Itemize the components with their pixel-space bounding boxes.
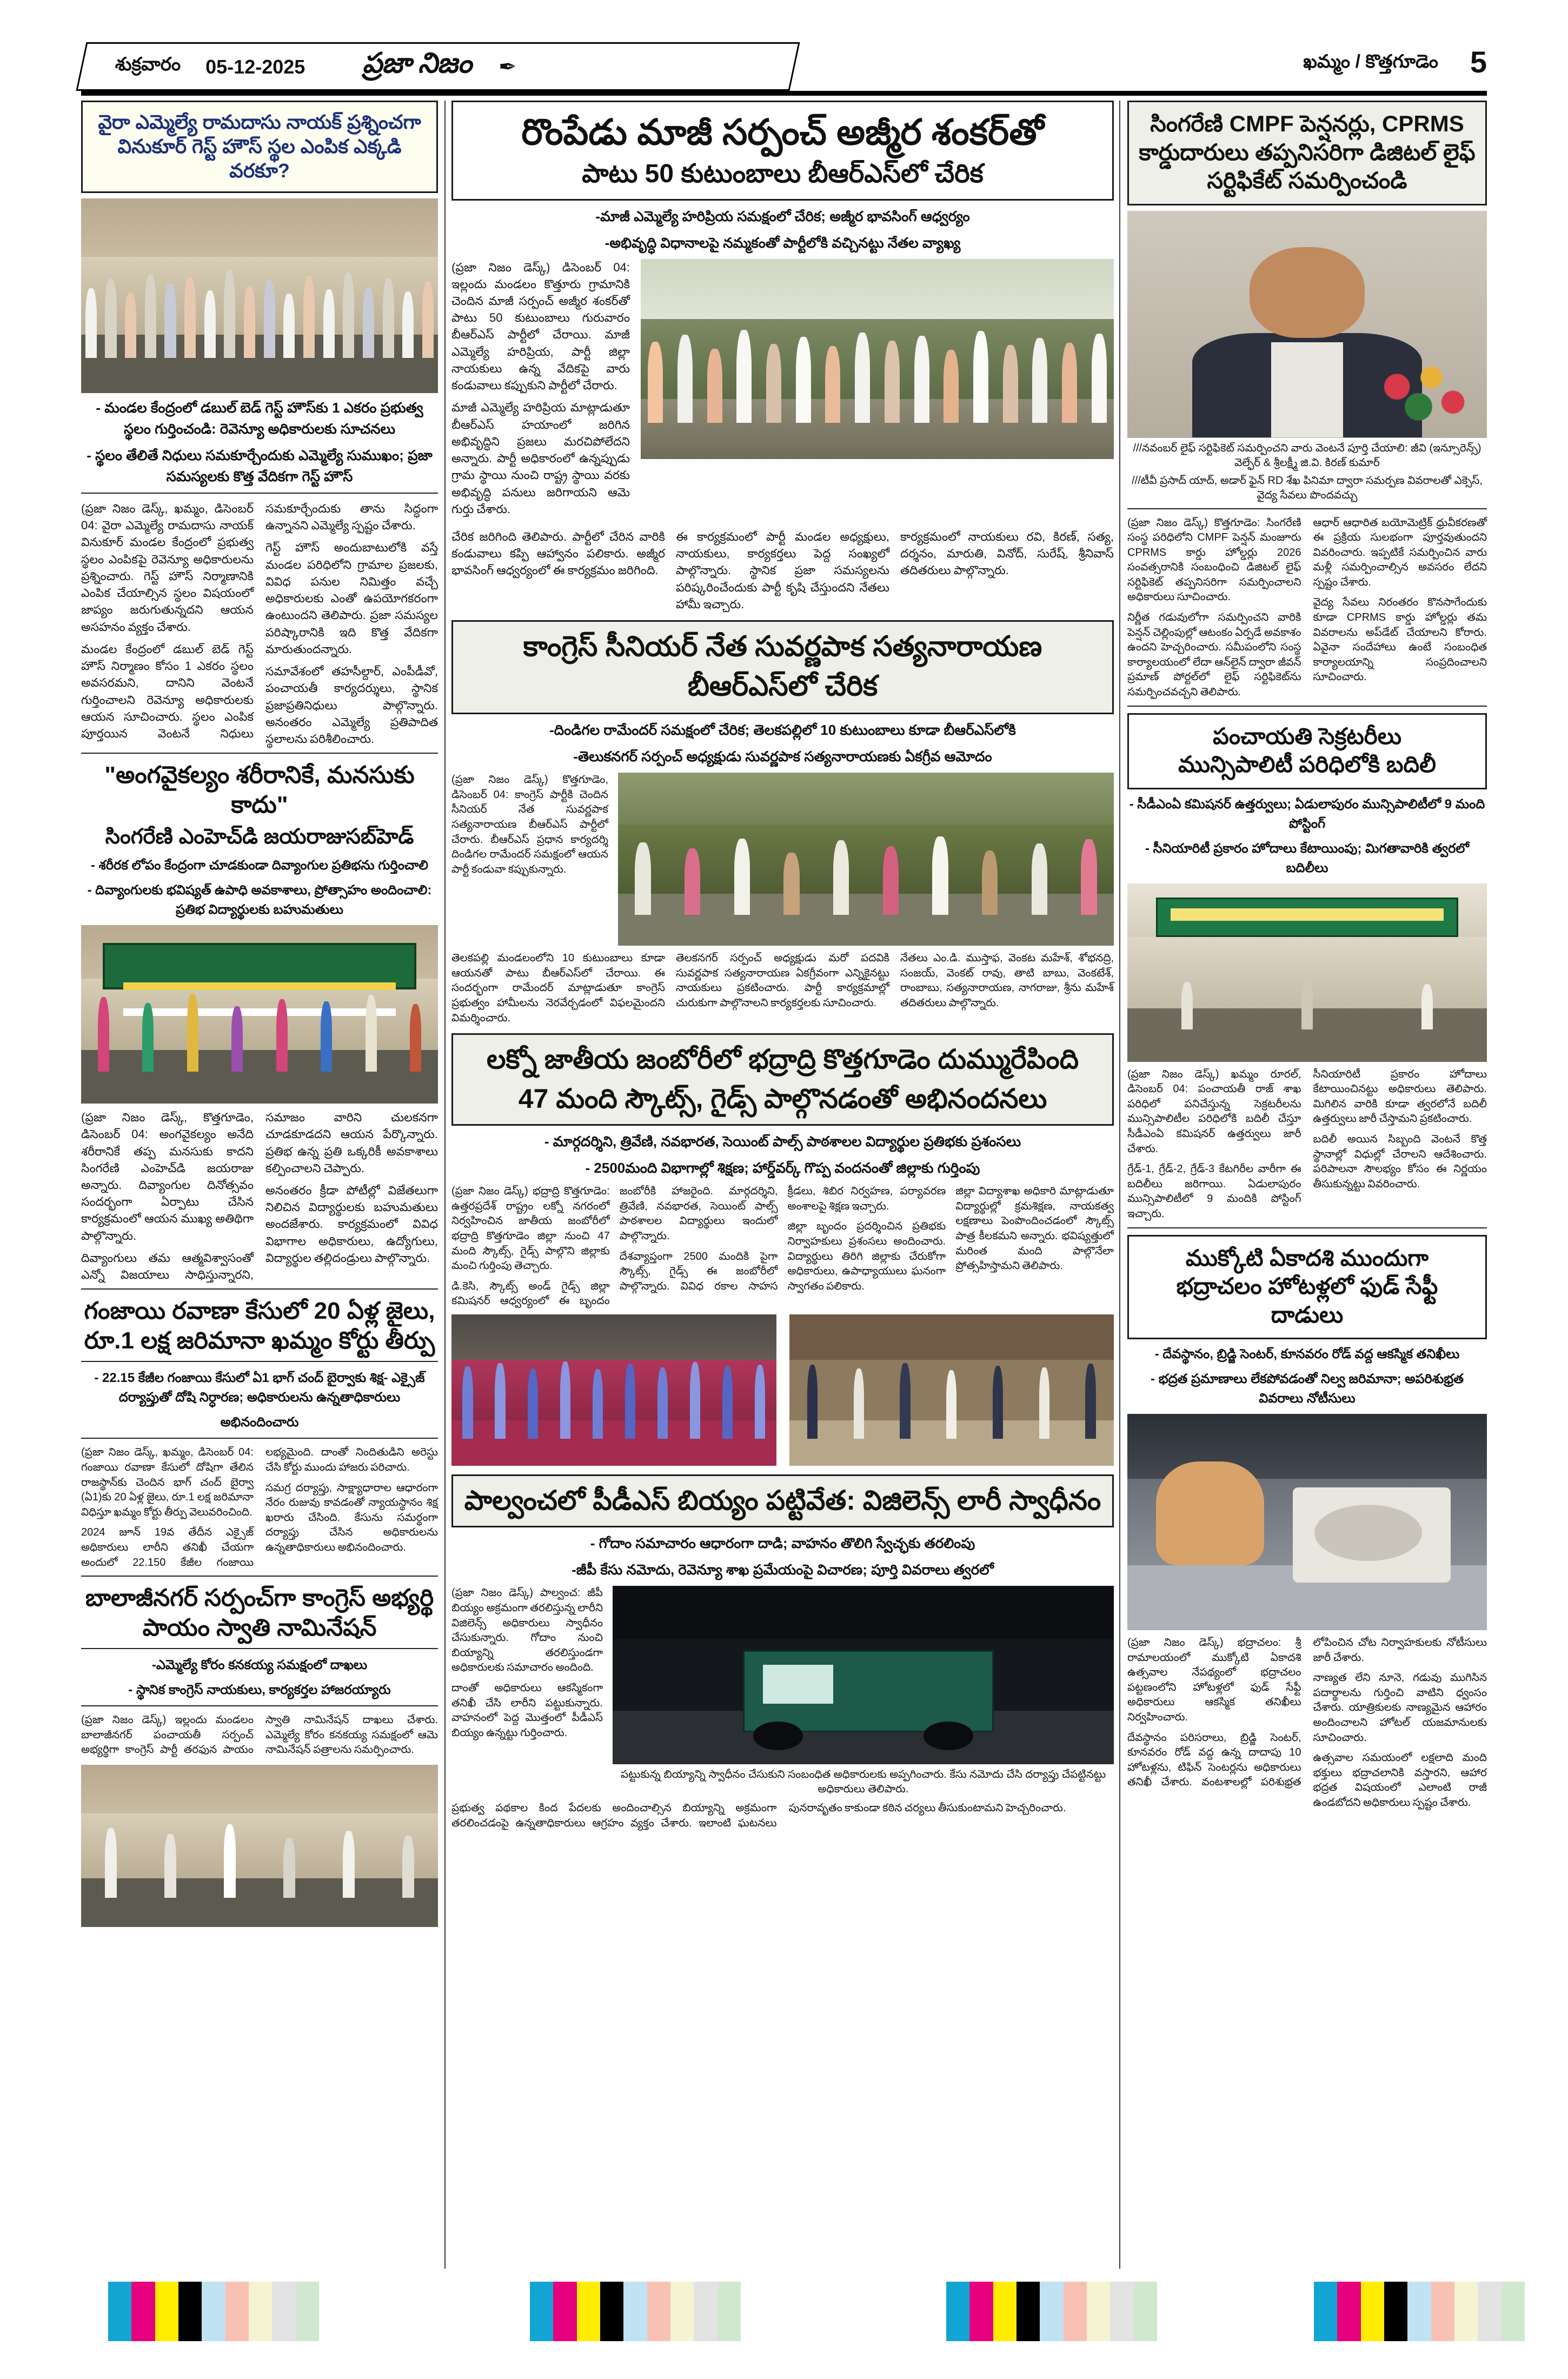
right-story3-headline-line2: భద్రాచలం హోటళ్లలో ఫుడ్ సేఫ్టీ <box>1176 1273 1438 1299</box>
right-story1-caption-line2: ///టీవీ ప్రసాద్ యాద్, అడార్ ఫైన్ RD శేఖ పినిమా ద్వారా సమర్పణ వివరాలతో ఎక్సెస్, వైద్య సేవలు పొందవచ్చు <box>1132 474 1483 501</box>
masthead-weekday: శుక్రవారం <box>115 54 181 75</box>
mid-story3-deck2: - 2500మంది విభాగాల్లో శిక్షణ; హార్డ్‌వర్క్ గొప్ప వందనంతో జిల్లాకు గుర్తింపు <box>585 1160 980 1177</box>
flowers-icon <box>1365 356 1473 433</box>
paragraph: 2024 జూన్ 19వ తేదీన ఎక్సైజ్ అధికారులు లారీని తనిఖీ చేయగా అందులో 22.150 కేజీల గంజాయి లభ్యమైంది. దాంతో నిందితుడిని అరెస్టు చేసి కోర్టు ముందు హాజరు పరిచారు. <box>81 1446 438 1569</box>
paragraph: మాజీ ఎమ్మెల్యే హరిప్రియ మాట్లాడుతూ బీఆర్ఎస్ హయాంలో జరిగిన అభివృద్ధిని ప్రజలు మరచిపోలేదని అన్నారు. పార్టీ అధికారంలో ఉన్నప్పుడు గ్రామ స్థాయి నుంచి రాష్ట్ర స్థాయి వరకు అభివృద్ధి పనులు జరిగాయని ఆమె గుర్తు చేశారు. <box>451 401 630 516</box>
left-story3-body <box>81 1445 438 1570</box>
mid-story3-photo-left <box>451 1314 776 1466</box>
mid-story4-photo <box>613 1586 1114 1764</box>
paragraph: సీనియారిటీ ప్రకారం హోదాలు కేటాయించినట్టు అధికారులు తెలిపారు. మిగిలిన వారికి కూడా త్వరలోనే బదిలీ ఉత్తర్వులు జారీ చేస్తామని ప్రకటించారు. <box>1313 1068 1487 1125</box>
paragraph: డి.కెసి, స్కౌట్స్ అండ్ గైడ్స్ జిల్లా కమిషనర్ ఆధ్వర్యంలో ఈ బృందం జంబోరీకి హాజరైంది. మార్గదర్శిని, త్రివేణి, నవభారత, సెయింట్ పాల్స్ పాఠశాలల విద్యార్థులు ఇందులో పాల్గొన్నారు. <box>451 1185 778 1307</box>
newspaper-title: ప్రజా నిజం <box>362 47 472 79</box>
mid-story2-body-rest <box>451 951 1114 1026</box>
paragraph: దాంతో అధికారులు ఆకస్మికంగా తనిఖీ చేసి లారీని పట్టుకున్నారు. వాహనంలో పెద్ద మొత్తంలో పీడీఎస్ బియ్యం ఉన్నట్టు గుర్తించారు. <box>451 1682 603 1739</box>
mid-story2-deck1: -దిండిగల రామేందర్ సమక్షంలో చేరిక; తెలకపల్లిలో 10 కుటుంబాలు కూడా బీఆర్ఎస్‌లోకి <box>549 722 1016 739</box>
left-story1-headline-box <box>81 101 438 193</box>
mid-story3-body <box>451 1184 1114 1309</box>
paragraph: ప్రభుత్వ పథకాల కింద పేదలకు అందించాల్సిన బియ్యాన్ని అక్రమంగా తరలించడంపై ఉన్నతాధికారులు ఆగ్రహం వ్యక్తం చేశారు. ఇలాంటి ఘటనలు పునరావృతం కాకుండా కఠిన చర్యలు తీసుకుంటామని హెచ్చరించారు. <box>451 1802 1066 1829</box>
left-story2-photo <box>81 925 438 1104</box>
paragraph: దివ్యాంగులు తమ ఆత్మవిశ్వాసంతో ఎన్నో విజయాలు సాధిస్తున్నారని, సమాజం వారిని చులకనగా చూడకూడదని ఆయన పేర్కొన్నారు. ప్రతిభ ఉన్న ప్రతి ఒక్కరికీ అవకాశాలు కల్పించాలని చెప్పారు. <box>81 1111 438 1282</box>
right-story3-headline-box <box>1127 1235 1487 1340</box>
right-story1-headline-box <box>1127 101 1487 205</box>
left-story3-deck2: అభినందించారు <box>220 1415 299 1430</box>
paragraph: నేతలు ఎం.డి. ముస్తాఫ, వెంకట మహేశ్, శోభనద్రి, సంజయ్, వెంకట్ రావు, తాటి బాబు, వెంకటేశ్, రాంబాబు, సత్యనారాయణ, నాగరాజు, శ్రీను మహేశ్ తదితరులు పాల్గొన్నారు. <box>900 952 1114 1009</box>
left-story4-deck1: -ఎమ్మెల్యే కోరం కనకయ్య సమక్షంలో దాఖలు <box>151 1658 368 1673</box>
mid-story4-body-rest <box>451 1801 1114 1831</box>
left-story1-photo <box>81 198 438 393</box>
color-registration-bars <box>0 2282 1568 2347</box>
right-story1-headline-line3: సర్టిఫికేట్ సమర్పించండి <box>1207 168 1407 193</box>
paragraph: దేశవ్యాప్తంగా 2500 మందికి పైగా స్కౌట్స్, గైడ్స్ ఈ జంబోరీలో పాల్గొన్నారు. వివిధ రకాల సాహస క్రీడలు, శిబిర నిర్వహణ, పర్యావరణ అంశాలపై శిక్షణ ఇచ్చారు. <box>619 1185 946 1292</box>
cmyk-bar <box>108 2282 319 2341</box>
left-story3-headline-line1: గంజాయి రవాణా కేసులో 20 ఏళ్ల జైలు, <box>84 1298 435 1325</box>
mid-story3-headline-line1: లక్నో జాతీయ జంబోరీలో భద్రాద్రి కొత్తగూడెం దుమ్మురేపింది <box>486 1044 1079 1075</box>
mid-story2-headline-box <box>451 620 1114 714</box>
left-story1-deck2: - స్థలం తేలితే నిధులు సమకూర్చేందుకు ఎమ్మెల్యే సుముఖం; ప్రజా సమస్యలకు కొత్త వేదికగా గెస్ట్ హౌస్ <box>87 447 433 484</box>
lead-deck1: -మాజీ ఎమ్మెల్యే హరిప్రియ సమక్షంలో చేరిక; అజ్మీర భావసింగ్ ఆధ్వర్యం <box>595 208 970 224</box>
paragraph: (ప్రజా నిజం డెస్క్) కొత్తగూడెం, డిసెంబర్ 04: కాంగ్రెస్ పార్టీకి చెందిన సీనియర్ నేత సువర్ణపాక సత్యనారాయణ బీఆర్ఎస్ పార్టీలో చేరారు. బీఆర్ఎస్ ప్రధాన కార్యదర్శి దిండిగల రామేందర్ సమక్షంలో ఆయన పార్టీ కండువా కప్పుకున్నారు. <box>451 774 608 875</box>
paragraph: నాణ్యత లేని నూనె, గడువు ముగిసిన పదార్థాలను గుర్తించి వాటిని ధ్వంసం చేశారు. యాత్రికులకు నాణ్యమైన ఆహారం అందించాలని హోటల్ యజమానులకు సూచించారు. <box>1313 1672 1487 1744</box>
lead-headline-line1: రొంపేడు మాజీ సర్పంచ్ అజ్మీర శంకర్‌తో <box>521 112 1044 152</box>
rule <box>1127 1227 1487 1228</box>
rule <box>1127 508 1487 509</box>
masthead-rule <box>81 91 1487 96</box>
paragraph: (ప్రజా నిజం డెస్క్) భద్రాచలం: శ్రీ రామాలయంలో ముక్కోటి ఏకాదశి ఉత్సవాల నేపథ్యంలో భద్రాచలం పట్టణంలోని హోటళ్లలో ఫుడ్ సేఫ్టీ అధికారులు ఆకస్మిక తనిఖీలు నిర్వహించారు. <box>1127 1637 1301 1724</box>
paragraph: బదిలీ అయిన సిబ్బంది వెంటనే కొత్త స్థానాల్లో విధుల్లో చేరాలని ఆదేశించారు. పరిపాలనా సౌలభ్యం కోసం ఈ నిర్ణయం తీసుకున్నట్టు వివరించారు. <box>1313 1133 1487 1190</box>
mid-story4-caption: పట్టుకున్న బియ్యాన్ని స్వాధీనం చేసుకుని సంబంధిత అధికారులకు అప్పగించారు. కేసు నమోదు చేసి దర్యాప్తు చేపట్టినట్టు అధికారులు తెలిపారు. <box>620 1769 1106 1796</box>
paragraph: (ప్రజా నిజం డెస్క్) ఇల్లందు మండలం బాలాజీనగర్ పంచాయతీ సర్పంచ్ అభ్యర్థిగా కాంగ్రెస్ పార్టీ తరఫున పాయం స్వాతి నామినేషన్ దాఖలు చేశారు. ఎమ్మెల్యే కోరం కనకయ్య సమక్షంలో ఆమె నామినేషన్ పత్రాలను సమర్పించారు. <box>81 1714 438 1756</box>
paragraph: (ప్రజా నిజం డెస్క్) కొత్తగూడెం: సింగరేణి సంస్థ పరిధిలోని CMPF పెన్షన్ మంజూరు CPRMS కార్డు హోల్డర్లు 2026 సంవత్సరానికి సంబంధించి డిజిటల్ లైఫ్ సర్టిఫికెట్ తప్పనిసరిగా సమర్పించాలని అధికారులు సూచించారు. <box>1127 516 1301 603</box>
rule <box>1127 706 1487 707</box>
rule <box>81 1648 438 1649</box>
paragraph: సమావేశంలో తహసీల్దార్, ఎంపీడీవో, పంచాయతీ కార్యదర్శులు, స్థానిక ప్రజాప్రతినిధులు పాల్గొన్నారు. అనంతరం ఎమ్మెల్యే ప్రతిపాదిత స్థలాలను పరిశీలించారు. <box>265 664 438 746</box>
paragraph: (ప్రజా నిజం డెస్క్, ఖమ్మం, డిసెంబర్ 04: వైరా ఎమ్మెల్యే రామదాసు నాయక్ వినుకూర్ మండల కేంద్రంలో ప్రభుత్వ స్థలం ఎంపికపై రెవెన్యూ అధికారులను ప్రశ్నించారు. గెస్ట్ హౌస్ నిర్మాణానికి ఎంపిక చేయాల్సిన స్థలం విషయంలో జాప్యం జరుగుతున్నదని ఆయన అసహనం వ్యక్తం చేశారు. <box>81 502 254 634</box>
paragraph: జిల్లా విద్యాశాఖ అధికారి మాట్లాడుతూ విద్యార్థుల్లో క్రమశిక్షణ, నాయకత్వ లక్షణాలు పెంపొందించడంలో స్కౌట్స్ పాత్ర కీలకమని అన్నారు. భవిష్యత్తులో మరింత మంది పాల్గొనేలా ప్రోత్సహిస్తామని తెలిపారు. <box>955 1185 1114 1272</box>
lead-body-right <box>451 528 1114 613</box>
left-story2-headline-box <box>81 760 438 850</box>
paragraph: (ప్రజా నిజం డెస్క్) డిసెంబర్ 04: ఇల్లందు మండలం కొత్తూరు గ్రామానికి చెందిన మాజీ సర్పంచ్ అజ్మీర శంకర్‌తో పాటు 50 కుటుంబాలు గురువారం బీఆర్ఎస్ పార్టీలో చేరాయి. మాజీ ఎమ్మెల్యే హరిప్రియ, పార్టీ జిల్లా నాయకులు ఉన్న వేదికపై వారు కండువాలు కప్పుకుని పార్టీలో చేరారు. <box>451 260 630 393</box>
mid-story2-headline-line1: కాంగ్రెస్ సీనియర్ నేత సువర్ణపాక సత్యనారాయణ <box>523 631 1042 663</box>
paragraph: (ప్రజా నిజం డెస్క్) పాల్వంచ: జీపీ బియ్యం అక్రమంగా తరలిస్తున్న లారీని విజిలెన్స్ అధికారులు స్వాధీనం చేసుకున్నారు. గోదాం నుంచి బియ్యాన్ని తరలిస్తుండగా అధికారులకు సమాచారం అందింది. <box>451 1587 603 1674</box>
mid-story2-body-left <box>451 773 608 882</box>
cmyk-bar <box>1314 2282 1525 2341</box>
rule <box>81 1705 438 1706</box>
mid-story4-headline: పాల్వంచలో పీడీఎస్ బియ్యం పట్టివేత: విజిలెన్స్ లారీ స్వాధీనం <box>464 1485 1101 1516</box>
left-story4-headline-box <box>81 1583 438 1643</box>
paragraph: గెస్ట్ హౌస్ అందుబాటులోకి వస్తే మండల పరిధిలోని గ్రామాల ప్రజలకు, వివిధ పనుల నిమిత్తం వచ్చే అధికారులకు ఎంతో ఉపయోగకరంగా ఉంటుందని తెలిపారు. ప్రజా సమస్యల పరిష్కారానికి ఇది కొత్త వేదికగా మారుతుందన్నారు. <box>265 541 438 656</box>
lead-photo <box>641 259 1114 459</box>
rule <box>81 1288 438 1290</box>
right-story1-headline-line2: కార్డుదారులు తప్పనిసరిగా డిజిటల్ లైఫ్ <box>1139 139 1476 165</box>
right-story2-body <box>1127 1067 1487 1222</box>
rule <box>81 1438 438 1439</box>
paragraph: ఉత్సవాల సమయంలో లక్షలాది మంది భక్తులు భద్రాచలానికి వస్తారని, ఆహార భద్రత విషయంలో ఎలాంటి రాజీ ఉండబోదని అధికారులు స్పష్టం చేశారు. <box>1313 1752 1487 1809</box>
right-story2-photo <box>1127 883 1487 1062</box>
paragraph: ఈ కార్యక్రమంలో పార్టీ మండల అధ్యక్షులు, నాయకులు, కార్యకర్తలు పెద్ద సంఖ్యలో పాల్గొన్నారు. స్థానిక ప్రజా సమస్యలను పరిష్కరించేందుకు పార్టీ కృషి చేస్తుందని నేతలు హామీ ఇచ్చారు. <box>676 530 889 611</box>
rule <box>81 1576 438 1577</box>
right-story3-deck2: - భద్రత ప్రమాణాలు లేకపోవడంతో నిల్వ జరిమానా; అపరిశుభ్రత వివరాలు నోటీసులు <box>1151 1372 1464 1406</box>
left-story1-deck1: - మండల కేంద్రంలో డబుల్ బెడ్ గెస్ట్ హౌస్‌కు 1 ఎకరం ప్రభుత్వ స్థలం గుర్తించండి: రెవెన్యూ అధికారులకు సూచనలు <box>96 400 423 437</box>
right-story1-headline-line1: సింగరేణి CMPF పెన్షనర్లు, CPRMS <box>1150 111 1464 136</box>
paragraph: (ప్రజా నిజం డెస్క్, కొత్తగూడెం, డిసెంబర్ 04: అంగవైకల్యం అనేది శరీరానికే తప్ప మనసుకు కాదని సింగరేణి ఎంహెచ్‌డి జయరాజు అన్నారు. దివ్యాంగుల దినోత్సవం సందర్భంగా ఏర్పాటు చేసిన కార్యక్రమంలో ఆయన ముఖ్య అతిథిగా పాల్గొన్నారు. <box>81 1111 254 1242</box>
mid-story4-deck1: - గోదాం సమాచారం ఆధారంగా దాడి; వాహనం తొలిగి స్వేచ్ఛకు తరలింపు <box>590 1535 975 1552</box>
lead-headline-line2: పాటు 50 కుటుంబాలు బీఆర్ఎస్‌లో చేరిక <box>582 159 984 188</box>
lead-body-left <box>451 259 630 523</box>
paragraph: మండల కేంద్రంలో డబుల్ బెడ్ గెస్ట్ హౌస్ నిర్మాణం కోసం 1 ఎకరం స్థలం అవసరమని, దానిని వెంటనే గుర్తించాలని రెవెన్యూ అధికారులకు ఆయన సూచించారు. స్థలం ఎంపిక పూర్తయిన వెంటనే నిధులు సమకూర్చేందుకు తాను సిద్ధంగా ఉన్నానని ఎమ్మెల్యే స్పష్టం చేశారు. <box>81 502 438 741</box>
mid-story3-photo-right <box>789 1314 1114 1466</box>
masthead <box>76 42 800 91</box>
paragraph: గ్రేడ్-1, గ్రేడ్-2, గ్రేడ్-3 కేటగిరీల వారీగా ఈ బదిలీలు జరిగాయి. ఏడులాపురం మున్సిపాలిటీలో 9 మందికి పోస్టింగ్ ఇచ్చారు. <box>1127 1163 1301 1220</box>
paragraph: చేరిక జరిగింది తెలిపారు. పార్టీలో చేరిన వారికి కండువాలు కప్పి ఆహ్వానం పలికారు. అజ్మీర భావసింగ్ ఆధ్వర్యంలో ఈ కార్యక్రమం జరిగింది. <box>451 530 665 577</box>
lead-headline-box <box>451 101 1114 201</box>
left-story2-subhead: సింగరేణి ఎంహెచ్‌డి జయరాజుసబ్‌హెడ్ <box>105 825 414 849</box>
paragraph: (ప్రజా నిజం డెస్క్, ఖమ్మం, డిసెంబర్ 04: గంజాయి రవాణా కేసులో దోషిగా తేలిన రాజస్థాన్‌కు చెందిన భాగ్ చంద్ బైర్వా (ఏ1)కు 20 ఏళ్ల జైలు, రూ.1 లక్ష జరిమానా విధిస్తూ ఖమ్మం కోర్టు తీర్పు వెలువరించింది. <box>81 1446 254 1518</box>
left-story3-headline-box <box>81 1296 438 1355</box>
paragraph: అనంతరం క్రీడా పోటీల్లో విజేతలుగా నిలిచిన విద్యార్థులకు బహుమతులు అందజేశారు. కార్యక్రమంలో వివిధ విభాగాల అధికారులు, ఉద్యోగులు, విద్యార్థుల తల్లిదండ్రులు పాల్గొన్నారు. <box>265 1183 438 1265</box>
cmyk-bar <box>530 2282 741 2341</box>
left-story1-kicker: వైరా ఎమ్మెల్యే రామదాసు నాయక్ ప్రశ్నించగా <box>98 111 421 133</box>
right-story1-caption-line1: ///నవంబర్ లైఫ్ సర్టిఫికెట్ సమర్పించని వారు వెంటనే పూర్తి చేయాలి: జీవి (ఇన్సూరెన్స్) వెల్ఫేర్ & శ్రీలక్ష్మీ జి.వి. కిరణ్ కుమార్ <box>1133 442 1481 469</box>
right-story2-headline-box <box>1127 713 1487 789</box>
left-story4-deck2: - స్థానిక కాంగ్రెస్ నాయకులు, కార్యకర్తల హాజరయ్యారు <box>128 1683 391 1698</box>
right-story1-photo <box>1127 211 1487 438</box>
paragraph: దేవస్థానం పరిసరాలు, బ్రిడ్జి సెంటర్, కూనవరం రోడ్ వద్ద ఉన్న దాదాపు 10 హోటళ్లను, టిఫిన్ సెంటర్లను అధికారులు తనిఖీ చేశారు. వంటశాలల్లో పరిశుభ్రత లోపించిన చోట నిర్వాహకులకు నోటీసులు జారీ చేశారు. <box>1127 1637 1487 1789</box>
left-story4-headline-line2: పాయం స్వాతి నామినేషన్ <box>142 1614 377 1642</box>
paragraph: (ప్రజా నిజం డెస్క్) భద్రాద్రి కొత్తగూడెం: ఉత్తరప్రదేశ్ రాష్ట్రం లక్నో నగరంలో నిర్వహించిన జాతీయ జంబోరీలో భద్రాద్రి కొత్తగూడెం జిల్లా నుంచి 47 మంది స్కౌట్స్, గైడ్స్ పాల్గొని జిల్లాకు మంచి గుర్తింపు తెచ్చారు. <box>451 1185 610 1272</box>
right-story3-headline-line1: ముక్కోటి ఏకాదశి ముందుగా <box>1185 1245 1429 1271</box>
mid-story4-deck2: -జీపీ కేసు నమోదు, రెవెన్యూ శాఖ ప్రమేయంపై విచారణ; పూర్తి వివరాలు త్వరలో <box>572 1561 994 1578</box>
quill-icon: ✒ <box>499 55 517 78</box>
paragraph: జిల్లా బృందం ప్రదర్శించిన ప్రతిభకు నిర్వాహకులు ప్రశంసలు అందించారు. విద్యార్థులు తిరిగి జిల్లాకు చేరుకోగా అధికారులు, ఉపాధ్యాయులు ఘనంగా స్వాగతం పలికారు. <box>787 1220 946 1292</box>
right-story2-headline-line2: మున్సిపాలిటీ పరిధిలోకి బదిలీ <box>1178 752 1436 778</box>
left-story4-photo <box>81 1765 438 1927</box>
left-story3-deck1: - 22.15 కేజీల గంజాయి కేసులో ఏ1 భాగ్ చంద్ బైర్వాకు శిక్ష- ఎక్సైజ్ దర్యాప్తుతో దోషి నిర్ధారణ; అధికారులను ఉన్నతాధికారులు <box>94 1371 425 1405</box>
right-story2-deck1: - సీడీఎంఏ కమిషనర్ ఉత్తర్వులు; ఏడులాపురం మున్సిపాలిటీలో 9 మంది పోస్టింగ్ <box>1129 796 1485 831</box>
cmyk-bar <box>946 2282 1157 2341</box>
right-story1-body <box>1127 516 1487 700</box>
left-column <box>81 101 438 1927</box>
mid-story4-body-left <box>451 1586 603 1746</box>
column-divider-left <box>444 101 446 2269</box>
rule <box>81 1361 438 1362</box>
rule <box>81 493 438 494</box>
left-story1-body <box>81 500 438 747</box>
mid-story2-deck2: -తెలుకనగర్ సర్పంచ్ అధ్యక్షుడు సువర్ణపాక సత్యనారాయణకు ఏకగ్రీవ ఆమోదం <box>573 748 992 765</box>
left-story3-headline-line2: రూ.1 లక్ష జరిమానా ఖమ్మం కోర్టు తీర్పు <box>84 1327 435 1354</box>
mid-story3-headline-box <box>451 1033 1114 1126</box>
paragraph: తెలకనగర్ సర్పంచ్ అధ్యక్షుడు మరో పదవికి సువర్ణపాక సత్యనారాయణ ఏకగ్రీవంగా ఎన్నికైనట్టు నాయకులు ప్రకటించారు. పార్టీ కార్యక్రమాల్లో చురుకుగా పాల్గొనాలని కార్యకర్తలకు సూచించారు. <box>676 952 889 1009</box>
paragraph: ఆధార్ ఆధారిత బయోమెట్రిక్ ధ్రువీకరణతో ఈ ప్రక్రియ సులభంగా పూర్తవుతుందని వివరించారు. ఇప్పటికే సమర్పించిన వారు మళ్లీ సమర్పించాల్సిన అవసరం లేదని స్పష్టం చేశారు. <box>1313 516 1487 588</box>
column-divider-right <box>1119 101 1120 2269</box>
paragraph: సమగ్ర దర్యాప్తు, సాక్ష్యాధారాల ఆధారంగా నేరం రుజువు కావడంతో న్యాయస్థానం శిక్ష ఖరారు చేసింది. కేసును సమర్థంగా దర్యాప్తు చేసిన అధికారులను ఉన్నతాధికారులు అభినందించారు. <box>265 1481 438 1553</box>
left-story4-headline-line1: బాలాజీనగర్ సర్పంచ్‌గా కాంగ్రెస్ అభ్యర్థి <box>85 1585 434 1612</box>
mid-story2-photo <box>618 773 1114 946</box>
right-story2-deck2: - సీనియారిటీ ప్రకారం హోదాలు కేటాయింపు; మిగతావారికి త్వరలో బదిలీలు <box>1145 841 1470 875</box>
paragraph: తెలకపల్లి మండలంలోని 10 కుటుంబాలు కూడా ఆయనతో పాటు బీఆర్ఎస్‌లో చేరాయి. ఈ సందర్భంగా రామేందర్ మాట్లాడుతూ కాంగ్రెస్ ప్రభుత్వం హామీలను నెరవేర్చడంలో విఫలమైందని విమర్శించారు. <box>451 952 665 1024</box>
mid-story2-headline-line2: బీఆర్ఎస్‌లో చేరిక <box>687 670 878 702</box>
mid-story4-headline-box <box>451 1474 1114 1528</box>
paragraph: కార్యక్రమంలో నాయకులు రవి, కిరణ్, సత్య, దర్శనం, మారుతి, వినోద్, సురేష్, శ్రీనివాస్ తదితరులు పాల్గొన్నారు. <box>900 530 1114 577</box>
rule <box>81 753 438 754</box>
masthead-date: 05-12-2025 <box>205 55 305 77</box>
right-story3-photo <box>1127 1414 1487 1630</box>
edition-label: ఖమ్మం / కొత్తగూడెం <box>1303 51 1438 72</box>
left-story4-body <box>81 1713 438 1760</box>
left-story2-deck2: - దివ్యాంగులకు భవిష్యత్ ఉపాధి అవకాశాలు, ప్రోత్సాహం అందించాలి: ప్రతిభ విద్యార్థులకు బహుమతులు <box>87 883 432 918</box>
lead-deck2: -అభివృద్ధి విధానాలపై నమ్మకంతో పార్టీలోకి వచ్చినట్టు నేతల వ్యాఖ్య <box>604 234 961 251</box>
right-story3-body <box>1127 1636 1487 1811</box>
left-story2-body <box>81 1109 438 1283</box>
right-story3-headline-line3: దాడులు <box>1271 1301 1344 1327</box>
left-story1-headline: వినుకూర్ గెస్ట్ హౌస్ స్థల ఎంపిక ఎక్కడి వరకూ? <box>117 135 402 182</box>
middle-column <box>451 101 1114 1831</box>
right-column <box>1127 101 1487 1811</box>
page-number: 5 <box>1470 45 1487 79</box>
right-story2-headline-line1: పంచాయతి సెక్రటరీలు <box>1212 723 1402 749</box>
mid-story3-deck1: - మార్గదర్శిని, త్రివేణి, నవభారత, సెయింట్ పాల్స్ పాఠశాలల విద్యార్థుల ప్రతిభకు ప్రశంసలు <box>544 1133 1021 1150</box>
left-story2-headline: "అంగవైకల్యం శరీరానికే, మనసుకు కాదు" <box>104 762 415 819</box>
mid-story3-headline-line2: 47 మంది స్కౌట్స్, గైడ్స్ పాల్గొనడంతో అభినందనలు <box>518 1083 1047 1114</box>
right-story3-deck1: - దేవస్థానం, బ్రిడ్జి సెంటర్, కూనవరం రోడ్ వద్ద ఆకస్మిక తనిఖీలు <box>1154 1347 1460 1362</box>
paragraph: నిర్ణీత గడువులోగా సమర్పించని వారికి పెన్షన్ చెల్లింపుల్లో ఆటంకం ఏర్పడే అవకాశం ఉందని హెచ్చరించారు. సమీపంలోని సంస్థ కార్యాలయంలో లేదా ఆన్‌లైన్ ద్వారా జీవన్ ప్రమాణ్ పోర్టల్‌లో లైఫ్ సర్టిఫికెట్‌ను సమర్పించవచ్చని తెలిపారు. <box>1127 612 1301 699</box>
paragraph: (ప్రజా నిజం డెస్క్) ఖమ్మం రూరల్, డిసెంబర్ 04: పంచాయతీ రాజ్ శాఖ పరిధిలో పనిచేస్తున్న సెక్రటరీలను మున్సిపాలిటీల పరిధిలోకి బదిలీ చేస్తూ సీడీఎంఏ కమిషనర్ ఉత్తర్వులు జారీ చేశారు. <box>1127 1068 1301 1155</box>
left-story2-deck1: - శరీరక లోపం కేంద్రంగా చూడకుండా దివ్యాంగుల ప్రతిభను గుర్తించాలి <box>91 858 428 873</box>
paragraph: వైద్య సేవలు నిరంతరం కొనసాగేందుకు కూడా CPRMS కార్డు హోల్డర్లు తమ వివరాలను అప్‌డేట్ చేయాలని కోరారు. ఏవైనా సందేహాలు ఉంటే సంబంధిత కార్యాలయాన్ని సంప్రదించాలని సూచించారు. <box>1313 596 1487 683</box>
